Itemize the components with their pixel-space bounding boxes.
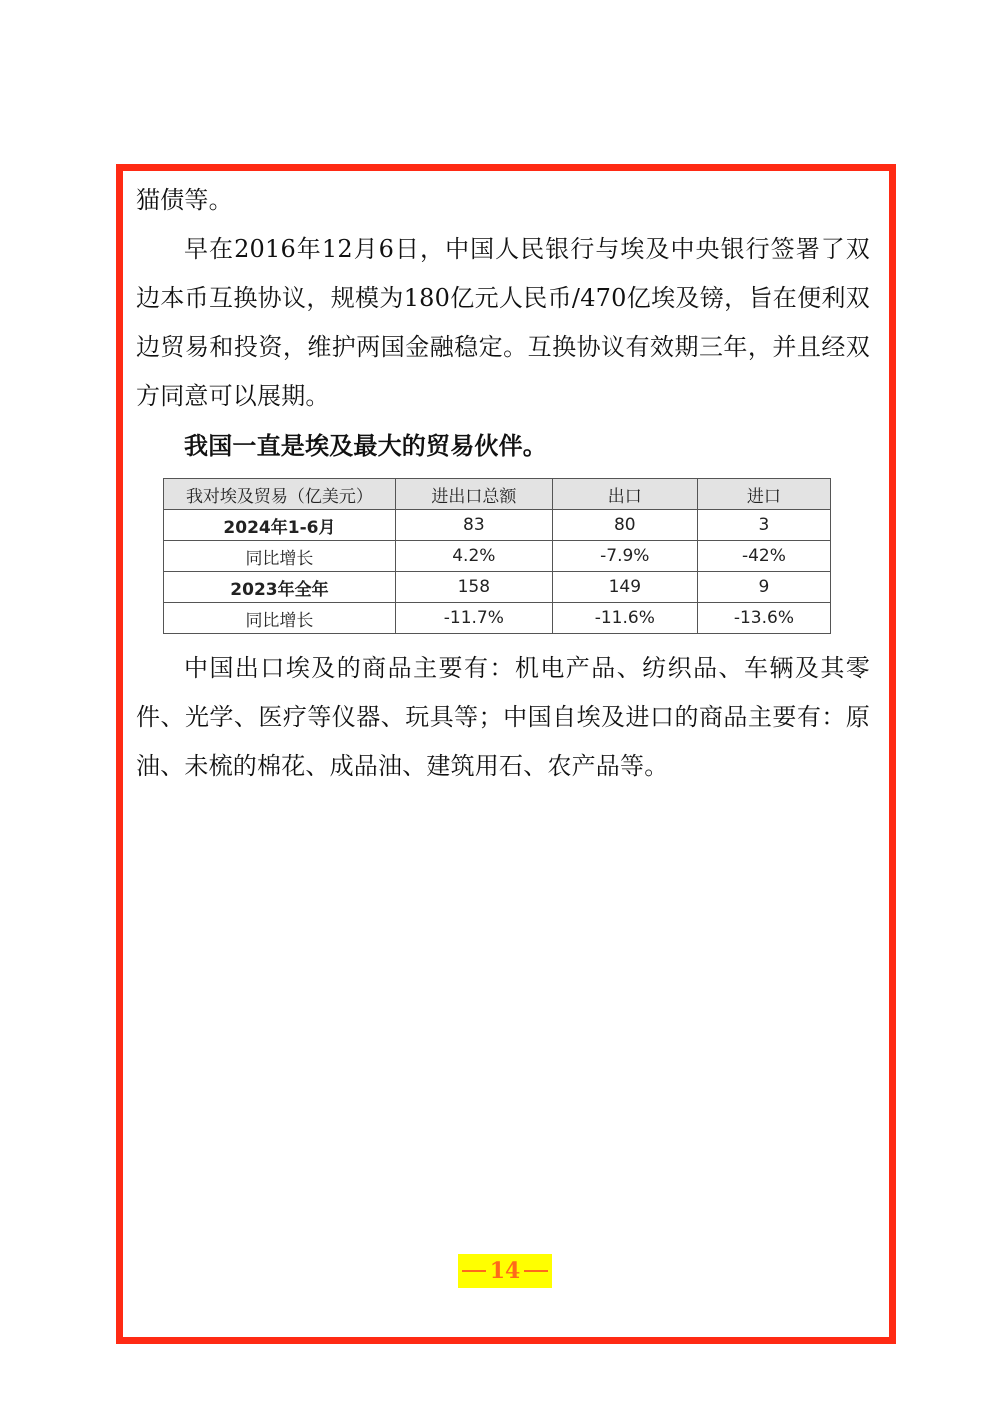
row-label: 2023年全年 [164, 572, 396, 603]
row-label: 同比增长 [164, 603, 396, 634]
trade-table [163, 478, 831, 634]
cell-total: 158 [395, 572, 552, 603]
paragraph-currency-swap: 早在2016年12月6日，中国人民银行与埃及中央银行签署了双边本币互换协议，规模为180亿元人民币/470亿埃及镑，旨在便利双边贸易和投资，维护两国金融稳定。互换协议有效期三年，并且经双方同意可以展期。 [136, 235, 870, 410]
header-total: 进出口总额 [395, 479, 552, 510]
page-number-badge [458, 1254, 552, 1288]
cell-total: 4.2% [395, 541, 552, 572]
header-export: 出口 [552, 479, 697, 510]
row-label: 2024年1-6月 [164, 510, 396, 541]
document-body-lower [136, 644, 870, 791]
table-row [164, 510, 831, 541]
paragraph-trade-partner-heading: 我国一直是埃及最大的贸易伙伴。 [184, 431, 547, 460]
cell-import: 9 [697, 572, 830, 603]
cell-export: -11.6% [552, 603, 697, 634]
table-header-row [164, 479, 831, 510]
table-row [164, 603, 831, 634]
cell-total: -11.7% [395, 603, 552, 634]
cell-import: -42% [697, 541, 830, 572]
cell-import: -13.6% [697, 603, 830, 634]
page-number: 14 [489, 1258, 521, 1284]
paragraph-continuation: 猫债等。 [136, 186, 233, 214]
dash-right-decoration [524, 1270, 548, 1272]
cell-export: 149 [552, 572, 697, 603]
row-label: 同比增长 [164, 541, 396, 572]
header-import: 进口 [697, 479, 830, 510]
document-body [136, 176, 870, 470]
table-row [164, 541, 831, 572]
cell-total: 83 [395, 510, 552, 541]
dash-left-decoration [462, 1270, 486, 1272]
paragraph-goods: 中国出口埃及的商品主要有：机电产品、纺织品、车辆及其零件、光学、医疗等仪器、玩具等；中国自埃及进口的商品主要有：原油、未梳的棉花、成品油、建筑用石、农产品等。 [136, 654, 870, 780]
table-row [164, 572, 831, 603]
cell-export: 80 [552, 510, 697, 541]
cell-export: -7.9% [552, 541, 697, 572]
cell-import: 3 [697, 510, 830, 541]
header-trade-label: 我对埃及贸易（亿美元） [164, 479, 396, 510]
